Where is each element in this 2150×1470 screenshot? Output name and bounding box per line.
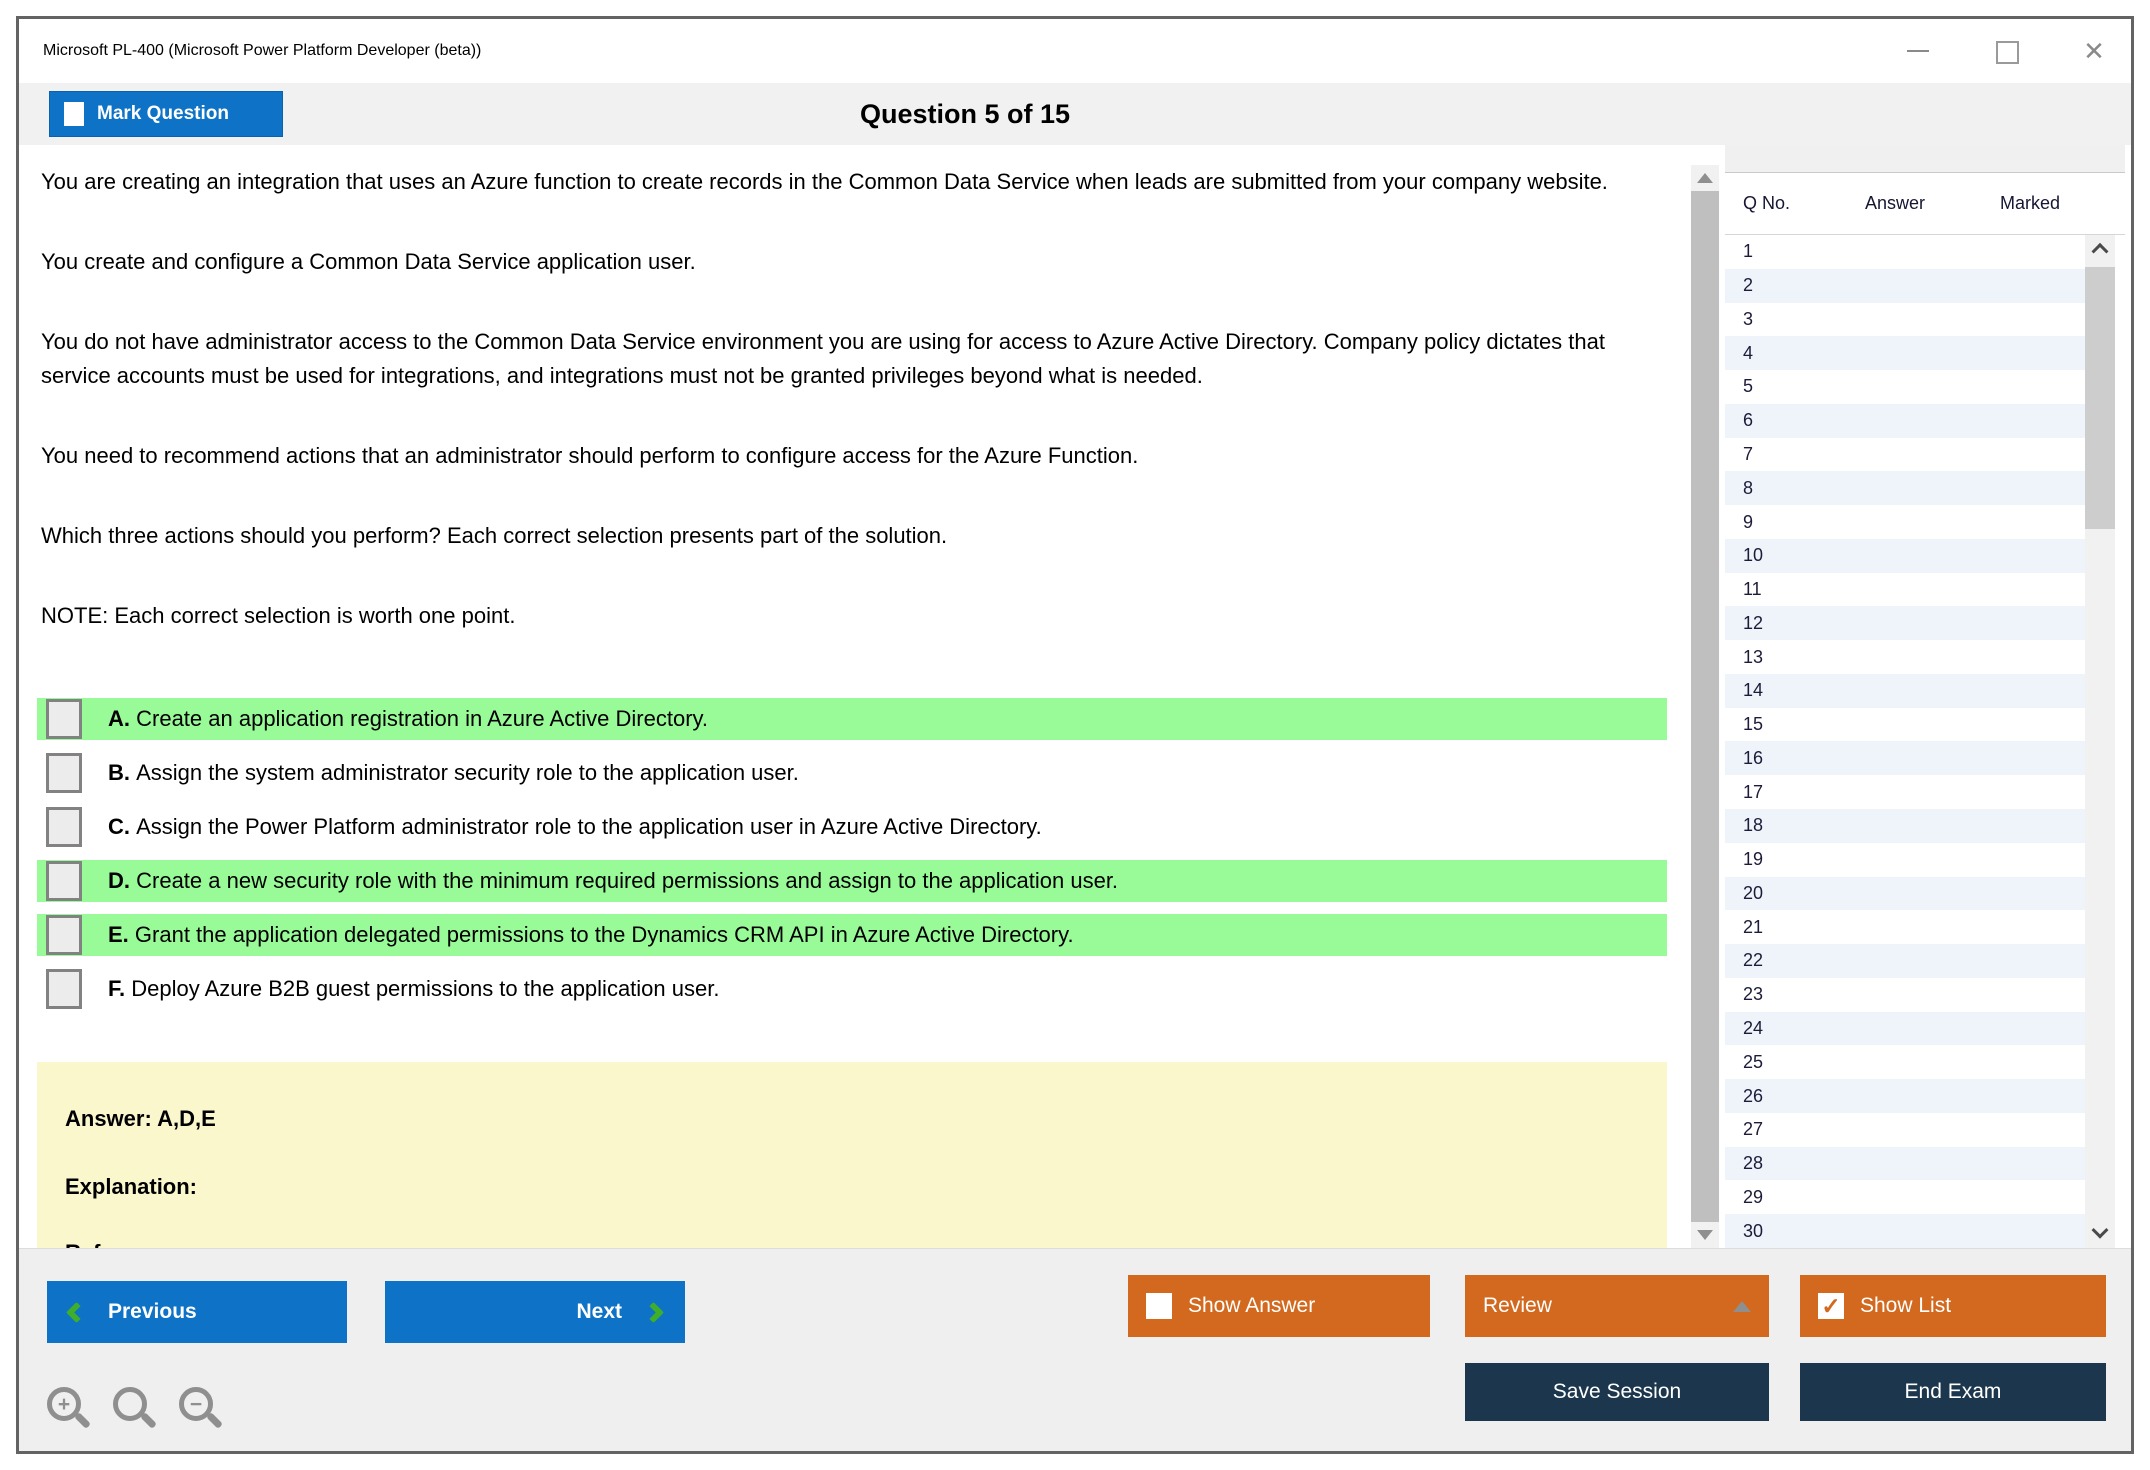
table-row[interactable] <box>1725 978 2085 1012</box>
end-exam-button[interactable] <box>1800 1363 2106 1421</box>
header-strip <box>19 83 2131 145</box>
table-row[interactable] <box>1725 269 2085 303</box>
question-number: 17 <box>1743 781 1764 802</box>
save-session-label: Save Session <box>1552 1380 1682 1403</box>
show-list-label: Show List <box>1860 1294 1952 1317</box>
option-checkbox[interactable] <box>46 807 82 847</box>
question-list-sidebar <box>1725 145 2125 1248</box>
show-list-button[interactable] <box>1800 1275 2106 1337</box>
question-number: 12 <box>1743 612 1764 633</box>
table-row[interactable] <box>1725 1147 2085 1181</box>
question-number: 23 <box>1743 984 1764 1005</box>
option-text: B. Assign the system administrator security role to the application user. <box>108 760 799 785</box>
table-row[interactable] <box>1725 910 2085 944</box>
question-text <box>19 145 1691 633</box>
scroll-up-icon[interactable] <box>2085 235 2115 265</box>
show-answer-checkbox[interactable] <box>1146 1293 1172 1319</box>
footer-bar <box>19 1248 2131 1451</box>
table-row[interactable] <box>1725 505 2085 539</box>
question-number: 9 <box>1743 511 1754 532</box>
question-paragraph: You are creating an integration that uses an Azure function to create records in the Common Data Service when leads are submitted from your company website. <box>41 169 1608 194</box>
table-row[interactable] <box>1725 1180 2085 1214</box>
next-button[interactable] <box>385 1281 685 1343</box>
question-number: 24 <box>1743 1017 1764 1038</box>
table-row[interactable] <box>1725 1214 2085 1248</box>
question-number: 10 <box>1743 545 1764 566</box>
end-exam-label: End Exam <box>1904 1380 2002 1403</box>
question-number: 25 <box>1743 1051 1764 1072</box>
question-number: 29 <box>1743 1186 1764 1207</box>
maximize-icon[interactable] <box>1993 38 2019 64</box>
option-text: F. Deploy Azure B2B guest permissions to the application user. <box>108 976 720 1001</box>
question-number: 20 <box>1743 882 1764 903</box>
app-window <box>16 16 2134 1454</box>
answer-option-e[interactable] <box>37 914 1667 956</box>
question-number: 13 <box>1743 646 1764 667</box>
title-bar <box>19 19 2131 83</box>
question-number: 30 <box>1743 1220 1764 1241</box>
mark-question-label: Mark Question <box>97 103 229 124</box>
mark-question-button[interactable] <box>49 91 283 137</box>
question-number: 5 <box>1743 376 1754 397</box>
chevron-left-icon <box>66 1301 87 1322</box>
show-list-checkbox[interactable] <box>1818 1293 1844 1319</box>
answer-option-a[interactable] <box>37 698 1667 740</box>
question-number: 11 <box>1743 579 1762 600</box>
scroll-down-icon[interactable] <box>2085 1218 2115 1248</box>
question-list-panel <box>1725 172 2125 1248</box>
table-row[interactable] <box>1725 1045 2085 1079</box>
question-number: 27 <box>1743 1119 1764 1140</box>
table-row[interactable] <box>1725 1012 2085 1046</box>
table-row[interactable] <box>1725 944 2085 978</box>
show-answer-label: Show Answer <box>1188 1294 1316 1317</box>
review-button[interactable] <box>1465 1275 1769 1337</box>
table-row[interactable] <box>1725 1113 2085 1147</box>
table-row[interactable] <box>1725 539 2085 573</box>
zoom-in-icon[interactable]: + <box>47 1387 91 1439</box>
table-row[interactable] <box>1725 877 2085 911</box>
question-counter: Question 5 of 15 <box>859 99 1071 129</box>
question-number: 16 <box>1743 747 1764 768</box>
question-number: 22 <box>1743 950 1764 971</box>
question-list-rows <box>1725 235 2085 1248</box>
save-session-button[interactable] <box>1465 1363 1769 1421</box>
question-list-header <box>1725 173 2125 235</box>
chevron-right-icon <box>643 1301 664 1322</box>
question-pane <box>19 145 1691 1248</box>
question-number: 8 <box>1743 477 1754 498</box>
answer-option-c[interactable] <box>37 806 1667 848</box>
scroll-up-icon[interactable] <box>1691 165 1719 191</box>
answer-panel <box>37 1062 1667 1248</box>
question-number: 21 <box>1743 916 1764 937</box>
review-label: Review <box>1483 1294 1552 1317</box>
table-row[interactable] <box>1725 336 2085 370</box>
sidebar-scrollbar-thumb[interactable] <box>2085 267 2115 529</box>
previous-button[interactable] <box>47 1281 347 1343</box>
column-header-marked: Marked <box>1999 193 2061 213</box>
column-header-answer: Answer <box>1864 193 1926 213</box>
option-text: D. Create a new security role with the minimum required permissions and assign to the application user. <box>108 868 1119 893</box>
collapse-up-icon <box>1733 1301 1751 1312</box>
question-number: 26 <box>1743 1085 1764 1106</box>
table-row[interactable] <box>1725 573 2085 607</box>
table-row[interactable] <box>1725 843 2085 877</box>
option-checkbox[interactable] <box>46 861 82 901</box>
table-row[interactable] <box>1725 809 2085 843</box>
explanation-label: Explanation: <box>65 1174 198 1199</box>
question-number: 15 <box>1743 714 1764 735</box>
zoom-reset-icon[interactable] <box>113 1387 157 1439</box>
minimize-icon[interactable] <box>1905 38 1931 64</box>
question-number: 6 <box>1743 410 1754 431</box>
question-number: 14 <box>1743 680 1764 701</box>
answer-option-f[interactable] <box>37 968 1667 1010</box>
answer-option-d[interactable] <box>37 860 1667 902</box>
options-list <box>19 698 1691 1022</box>
close-icon[interactable]: ✕ <box>2083 36 2105 66</box>
table-row[interactable] <box>1725 370 2085 404</box>
option-checkbox[interactable] <box>46 699 82 739</box>
scroll-down-icon[interactable] <box>1691 1222 1719 1248</box>
show-answer-button[interactable] <box>1128 1275 1430 1337</box>
next-label: Next <box>576 1300 622 1323</box>
table-row[interactable] <box>1725 1079 2085 1113</box>
table-row[interactable] <box>1725 438 2085 472</box>
main-scrollbar[interactable] <box>1691 165 1719 1248</box>
table-row[interactable] <box>1725 404 2085 438</box>
table-row[interactable] <box>1725 606 2085 640</box>
question-paragraph: Which three actions should you perform? Each correct selection presents part of the solution. <box>41 523 948 548</box>
question-number: 18 <box>1743 815 1764 836</box>
table-row[interactable] <box>1725 775 2085 809</box>
content-area <box>19 145 2131 1248</box>
question-paragraph: You create and configure a Common Data Service application user. <box>41 249 696 274</box>
answer-option-b[interactable] <box>37 752 1667 794</box>
table-row[interactable] <box>1725 741 2085 775</box>
mark-question-checkbox[interactable] <box>64 102 84 126</box>
question-number: 28 <box>1743 1153 1764 1174</box>
window-controls <box>1905 19 2107 83</box>
main-scrollbar-thumb[interactable] <box>1691 191 1719 1222</box>
question-paragraph: NOTE: Each correct selection is worth one point. <box>41 603 516 628</box>
check-icon: ✓ <box>1821 1292 1841 1319</box>
sidebar-scrollbar[interactable] <box>2085 235 2115 1248</box>
table-row[interactable] <box>1725 708 2085 742</box>
question-number: 1 <box>1743 241 1754 262</box>
question-paragraph: You need to recommend actions that an administrator should perform to configure access for the Azure Function. <box>41 443 1139 468</box>
zoom-out-icon[interactable]: − <box>179 1387 223 1439</box>
question-number: 3 <box>1743 308 1754 329</box>
option-text: C. Assign the Power Platform administrator role to the application user in Azure Active Directory. <box>108 814 1042 839</box>
table-row[interactable] <box>1725 674 2085 708</box>
table-row[interactable] <box>1725 640 2085 674</box>
question-number: 4 <box>1743 342 1754 363</box>
column-header-qno: Q No. <box>1743 193 1791 213</box>
zoom-toolbar <box>47 1387 223 1439</box>
option-checkbox[interactable] <box>46 969 82 1009</box>
table-row[interactable] <box>1725 303 2085 337</box>
question-number: 19 <box>1743 849 1764 870</box>
option-text: E. Grant the application delegated permissions to the Dynamics CRM API in Azure Active Directory. <box>108 922 1074 947</box>
option-checkbox[interactable] <box>46 915 82 955</box>
window-title: Microsoft PL-400 (Microsoft Power Platform Developer (beta)) <box>43 42 482 59</box>
table-row[interactable] <box>1725 471 2085 505</box>
question-number: 7 <box>1743 443 1754 464</box>
option-checkbox[interactable] <box>46 753 82 793</box>
question-number: 2 <box>1743 275 1754 296</box>
answer-value: Answer: A,D,E <box>65 1106 216 1131</box>
previous-label: Previous <box>108 1300 197 1323</box>
table-row[interactable] <box>1725 235 2085 269</box>
option-text: A. Create an application registration in Azure Active Directory. <box>108 706 708 731</box>
question-paragraph: You do not have administrator access to the Common Data Service environment you are using for access to Azure Active Directory. Company policy dictates that service accounts must be used for integrations, and integrations must not be granted privileges beyond what is needed. <box>41 329 1605 388</box>
